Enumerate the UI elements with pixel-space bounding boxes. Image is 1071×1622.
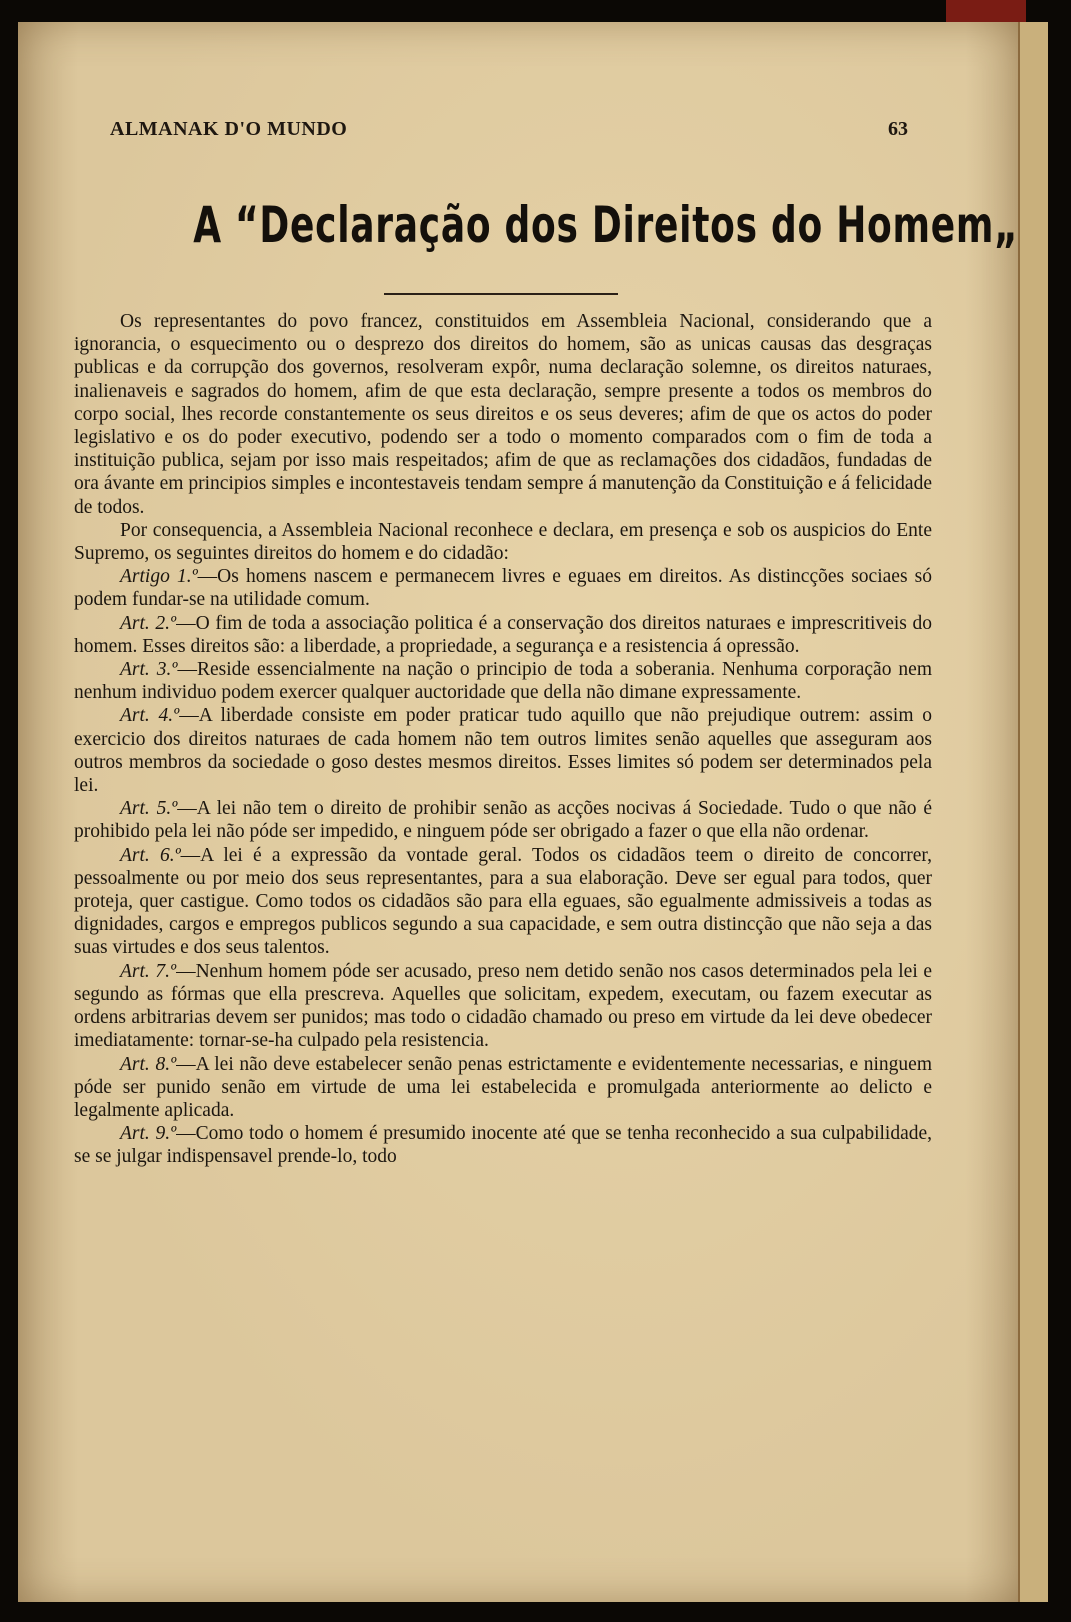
article-8: [74, 1053, 932, 1123]
article-label: Art. 5.º: [120, 798, 178, 820]
article-label: Art. 7.º: [120, 960, 177, 982]
article-label: Art. 9.º: [120, 1123, 177, 1145]
paragraph-preamble: [74, 310, 932, 519]
article-text: —O fim de toda a associação politica é a conservação dos direitos naturaes e imprescritiveis do homem. Esses direitos são: a liberdade, a propriedade, a segurança e a resistencia á opressão.: [74, 612, 932, 657]
paragraph-text: Os representantes do povo francez, constituidos em Assembleia Nacional, considerando que a ignorancia, o esquecimento ou o desprezo dos direitos do homem, são as unicas causas das desgraças publicas e da corrupção dos governos, resolveram expôr, numa declaração solemne, os direitos naturaes, inalienaveis e sagrados do homem, afim de que esta declaração, sempre presente a todos os membros do corpo social, lhes recorde constantemente os seus direitos e os seus deveres; afim de que os actos do poder legislativo e os do poder executivo, podendo ser a todo o momento comparados com o fim de toda a instituição publica, sejam por isso mais respeitados; afim de que as reclamações dos cidadãos, fundadas de ora ávante em principios simples e incontestaveis tendam sempre á manutenção da Constituição e á felicidade de todos.: [74, 311, 932, 518]
article-text: —Reside essencialmente na nação o principio de toda a soberania. Nenhuma corporação nem nenhum individuo podem exercer qualquer auctoridade que della não dimane expressamente.: [74, 659, 933, 704]
article-text: —Nenhum homem póde ser acusado, preso nem detido senão nos casos determinados pela lei e segundo as fórmas que ella prescreva. Aquelles que solicitam, expedem, executam, ou fazem executar as ordens arbitrarias devem ser punidos; mas todo o cidadão chamado ou preso em virtude da lei deve obedecer imediatamente: tornar-se-ha culpado pela resistencia.: [74, 960, 932, 1052]
article-6: [74, 844, 932, 960]
article-text: —A lei não tem o direito de prohibir senão as acções nocivas á Sociedade. Tudo o que não é prohibido pela lei não póde ser impedido, e ninguem póde ser obrigado a fazer o que ella não ordenar.: [74, 798, 932, 843]
article-text: —A liberdade consiste em poder praticar tudo aquillo que não prejudique outrem: assim o exercicio dos direitos naturaes de cada homem não tem outros limites senão aquelles que asseguram aos outros membros da sociedade o goso destes mesmos direitos. Esses limites só podem ser determinados pela lei.: [74, 705, 932, 797]
article-1: [74, 565, 932, 611]
corner-mark: [946, 0, 1026, 22]
article-7: [74, 960, 932, 1053]
page-number: 63: [888, 118, 908, 140]
article-text: —A lei é a expressão da vontade geral. Todos os cidadãos teem o direito de concorrer, pessoalmente ou por meio dos seus representantes, para a sua elaboração. Deve ser egual para todos, quer proteja, quer castigue. Como todos os cidadãos são para ella eguaes, são egualmente admissiveis a todas as dignidades, cargos e empregos publicos segundo a sua capacidade, e sem outra distincção que não seja a das suas virtudes e dos seus talentos.: [74, 844, 932, 959]
article-3: [74, 658, 932, 704]
article-2: [74, 612, 932, 658]
article-9: [74, 1122, 932, 1168]
article-label: Art. 6.º: [120, 844, 181, 866]
article-label: Art. 8.º: [120, 1053, 177, 1075]
article-4: [74, 704, 932, 797]
page-edge: [1018, 22, 1048, 1602]
article-label: Art. 2.º: [120, 612, 177, 634]
article-text: —Os homens nascem e permanecem livres e eguaes em direitos. As distincções sociaes só podem fundar-se na utilidade comum.: [74, 566, 932, 611]
article-label: Artigo 1.º: [120, 566, 198, 588]
article-body: [74, 310, 932, 1169]
paragraph-proclamation: [74, 519, 932, 565]
article-label: Art. 4.º: [120, 705, 180, 727]
paragraph-text: Por consequencia, a Assembleia Nacional reconhece e declara, em presença e sob os auspicios do Ente Supremo, os seguintes direitos do homem e do cidadão:: [74, 519, 932, 565]
article-text: —Como todo o homem é presumido inocente até que se tenha reconhecido a sua culpabilidade, se se julgar indispensavel prende-lo, todo: [74, 1123, 933, 1168]
page-header: [92, 118, 912, 148]
article-label: Art. 3.º: [120, 659, 178, 681]
article-text: —A lei não deve estabelecer senão penas estrictamente e evidentemente necessarias, e ninguem póde ser punido senão em virtude de uma lei estabelecida e promulgada anteriormente ao delicto e legalmente aplicada.: [74, 1053, 932, 1121]
article-5: [74, 797, 932, 843]
title-divider: [384, 293, 618, 295]
running-title: ALMANAK D'O MUNDO: [110, 118, 348, 140]
article-title: A “Declaração dos Direitos do Homem„: [193, 196, 1019, 254]
